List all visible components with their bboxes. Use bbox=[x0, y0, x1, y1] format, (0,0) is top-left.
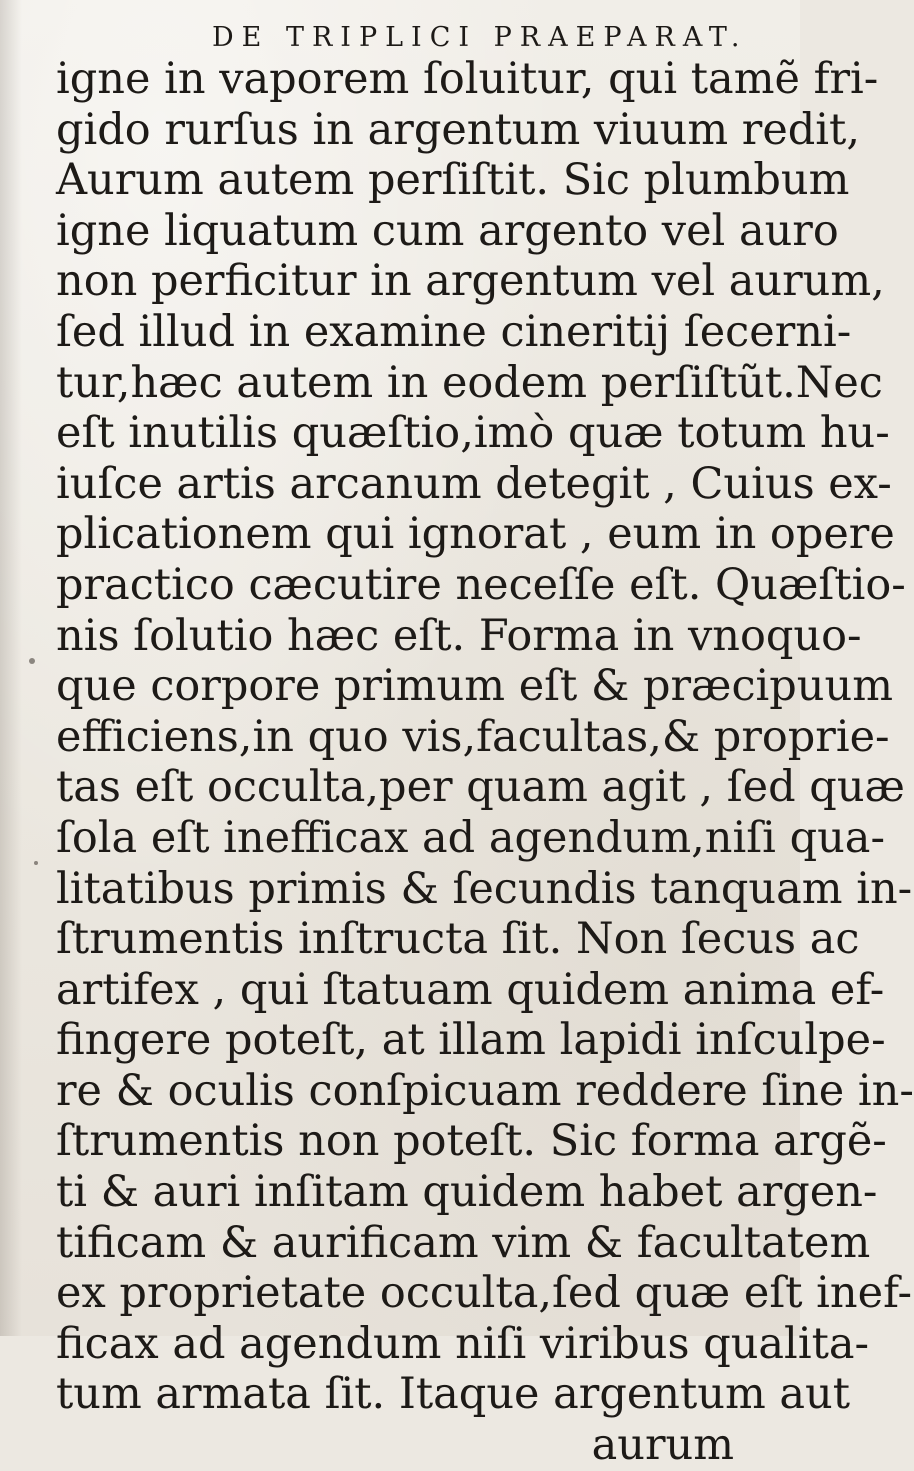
text-line-26: ficax ad agendum niſi viribus qualita- bbox=[56, 1318, 870, 1369]
text-line-25: ex proprietate occulta,ſed quæ eſt inef- bbox=[56, 1268, 912, 1319]
text-line-24: tificam & aurificam vim & facultatem bbox=[56, 1217, 871, 1268]
text-line-10: plicationem qui ignorat , eum in opere bbox=[56, 509, 895, 560]
text-line-7: tur,hæc autem in eodem perſiſtũt.Nec bbox=[56, 357, 883, 408]
text-line-17: litatibus primis & ſecundis tanquam in- bbox=[56, 863, 913, 914]
text-line-23: ti & auri inſitam quidem habet argen- bbox=[56, 1167, 878, 1218]
running-head: DE TRIPLICI PRAEPARAT. bbox=[212, 22, 748, 53]
gutter-shadow bbox=[0, 0, 22, 1336]
text-line-21: re & oculis conſpicuam reddere ſine in- bbox=[56, 1065, 914, 1116]
text-line-18: ſtrumentis inſtructa ſit. Non ſecus ac bbox=[56, 914, 860, 965]
text-line-9: iuſce artis arcanum detegit , Cuius ex- bbox=[56, 458, 892, 509]
text-line-1: igne in vaporem ſoluitur, qui tamẽ fri- bbox=[56, 54, 879, 104]
text-line-19: artifex , qui ſtatuam quidem anima ef- bbox=[56, 964, 885, 1015]
text-line-13: que corpore primum eſt & præcipuum bbox=[56, 661, 893, 712]
text-line-2: gido rurſus in argentum viuum redit, bbox=[56, 104, 861, 155]
text-line-11: practico cæcutire neceſſe eſt. Quæſtio- bbox=[56, 559, 906, 610]
catchword: aurum bbox=[591, 1420, 734, 1471]
text-line-3: Aurum autem perſiſtit. Sic plumbum bbox=[56, 155, 850, 206]
ink-speck bbox=[29, 658, 35, 664]
text-line-8: eſt inutilis quæſtio,imò quæ totum hu- bbox=[56, 408, 890, 459]
text-line-4: igne liquatum cum argento vel auro bbox=[56, 205, 839, 256]
ink-speck bbox=[34, 861, 38, 865]
text-line-20: fingere poteſt, at illam lapidi inſculpe- bbox=[56, 1015, 886, 1066]
text-line-6: ſed illud in examine cineritij ſecerni- bbox=[56, 306, 852, 357]
text-line-15: tas eſt occulta,per quam agit , ſed quæ bbox=[56, 762, 905, 813]
text-line-27: tum armata ſit. Itaque argentum aut bbox=[56, 1369, 851, 1420]
body-text bbox=[56, 54, 914, 1471]
text-line-14: efficiens,in quo vis,facultas,& proprie- bbox=[56, 711, 890, 762]
text-line-16: ſola eſt inefficax ad agendum,niſi qua- bbox=[56, 812, 885, 863]
text-line-5: non perficitur in argentum vel aurum, bbox=[56, 256, 885, 307]
text-line-12: nis ſolutio hæc eſt. Forma in vnoquo- bbox=[56, 610, 862, 661]
text-line-22: ſtrumentis non poteſt. Sic forma argẽ- bbox=[56, 1116, 887, 1167]
